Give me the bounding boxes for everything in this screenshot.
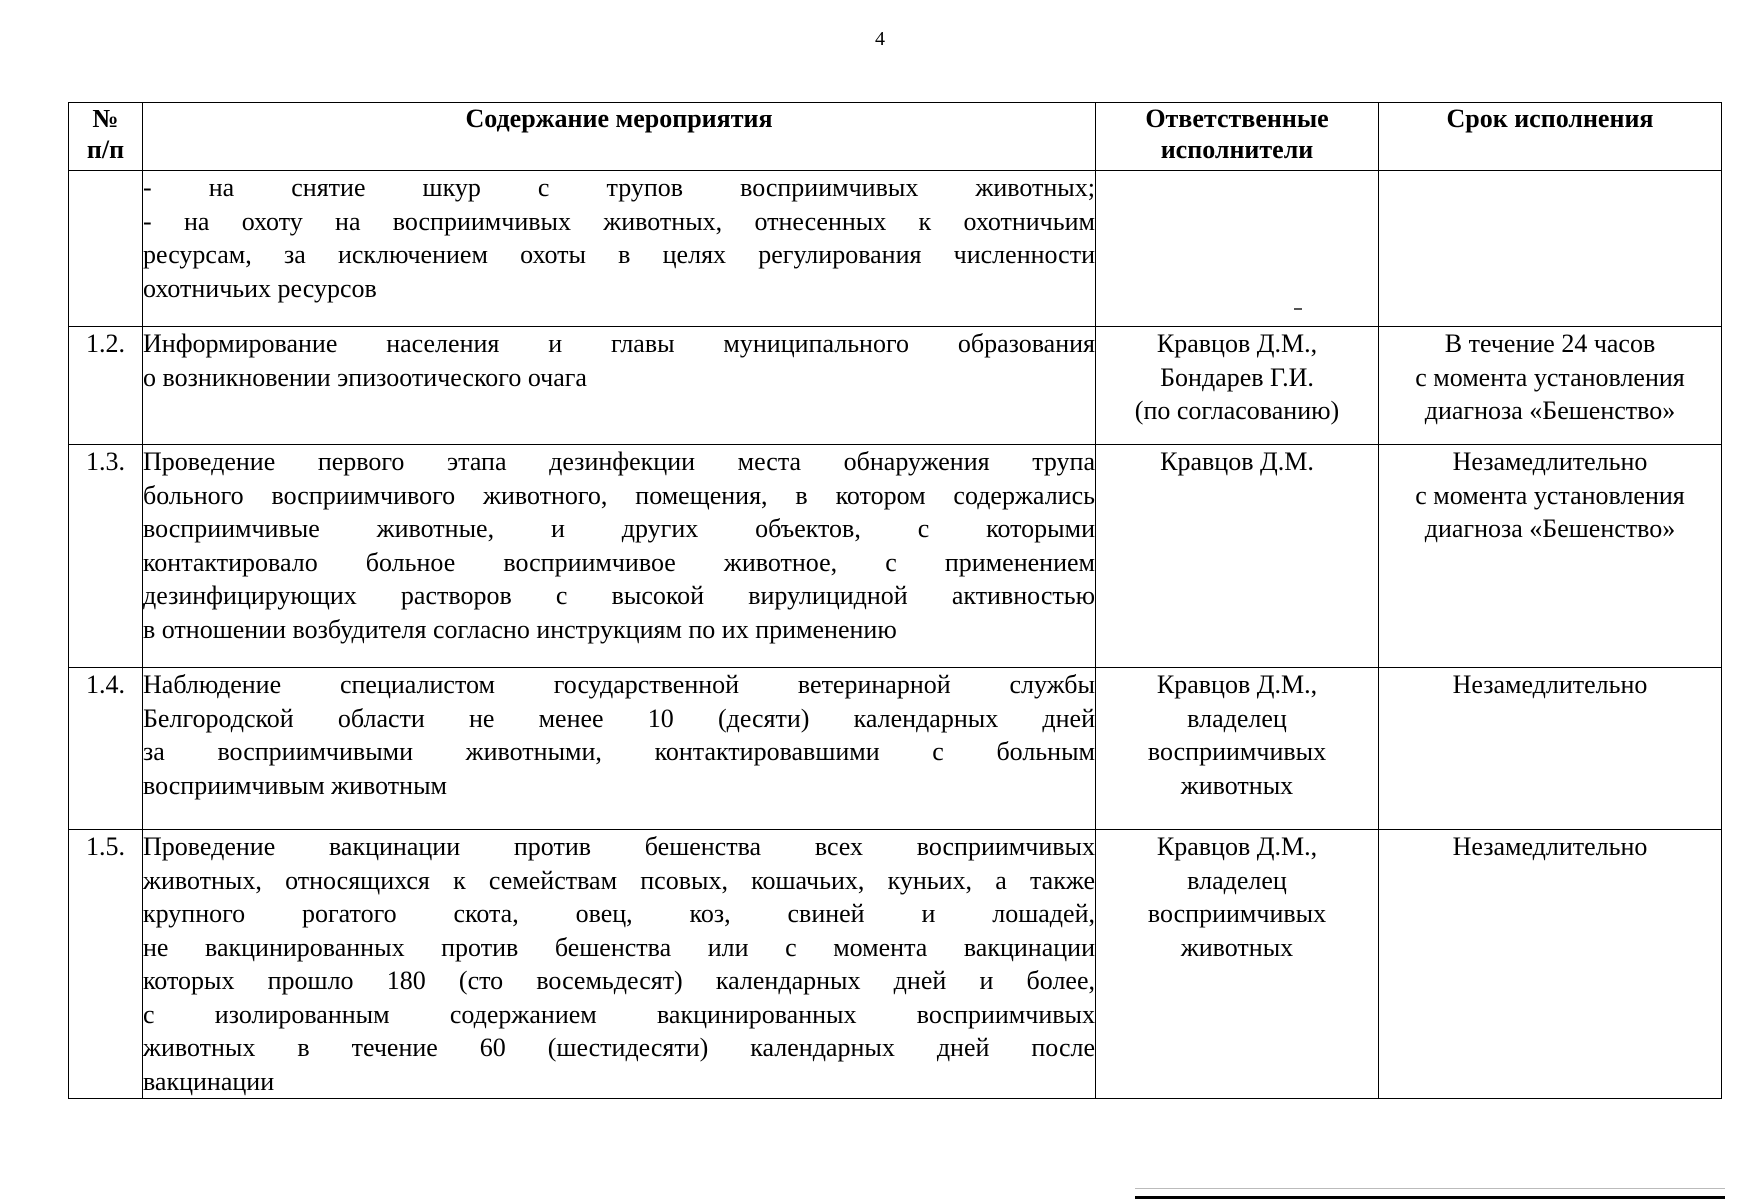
responsible-line: животных — [1180, 770, 1294, 800]
table-row — [69, 327, 1722, 445]
content-line: о возникновении эпизоотического очага — [143, 362, 587, 392]
content-line: животных в течение 60 (шестидесяти) календарных дней после — [143, 1033, 1095, 1062]
footer-rule — [1135, 1196, 1725, 1199]
content-line: которых прошло 180 (сто восемьдесят) календарных дней и более, — [143, 966, 1095, 995]
responsible-line: Кравцов Д.М., — [1156, 329, 1318, 358]
content-line: не вакцинированных против бешенства или с момента вакцинации — [143, 932, 1095, 962]
term-line: В течение 24 часов — [1444, 329, 1656, 358]
term-line: Незамедлительно — [1452, 832, 1648, 861]
content-line: в отношении возбудителя согласно инструкциям по их применению — [143, 614, 897, 644]
table-body — [69, 171, 1722, 1099]
row-term — [1379, 830, 1722, 1099]
row-term — [1379, 668, 1722, 830]
content-line: крупного рогатого скота, овец, коз, свиней и лошадей, — [143, 899, 1095, 928]
row-number: 1.3. — [69, 445, 143, 668]
responsible-line: Кравцов Д.М. — [1160, 447, 1314, 476]
footer-rule-faint — [1135, 1188, 1725, 1189]
row-term — [1379, 327, 1722, 445]
header-number-line: № — [92, 104, 119, 133]
term-line: диагноза «Бешенство» — [1424, 514, 1676, 543]
table-row — [69, 668, 1722, 830]
table-header — [69, 103, 1722, 171]
row-responsible — [1096, 830, 1379, 1099]
content-line: Наблюдение специалистом государственной ветеринарной службы — [143, 670, 1095, 699]
term-line: Незамедлительно — [1452, 447, 1648, 476]
row-number — [69, 171, 143, 327]
content-line: - на охоту на восприимчивых животных, отнесенных к охотничьим — [143, 206, 1095, 236]
responsible-line: владелец — [1187, 703, 1287, 733]
row-responsible — [1096, 445, 1379, 668]
content-line: восприимчивые животные, и других объектов, с которыми — [143, 514, 1095, 543]
content-line: дезинфицирующих растворов с высокой вирулицидной активностью — [143, 581, 1095, 610]
header-number-line: п/п — [86, 135, 125, 164]
responsible-line: (по согласованию) — [1134, 396, 1340, 425]
header-number — [69, 103, 143, 171]
row-term — [1379, 445, 1722, 668]
table-row — [69, 445, 1722, 668]
row-content — [143, 327, 1096, 445]
term-line: диагноза «Бешенство» — [1424, 396, 1676, 425]
header-responsible-line: Ответственные — [1145, 104, 1329, 133]
row-content — [143, 171, 1096, 327]
header-content: Содержание мероприятия — [143, 103, 1096, 171]
content-line: вакцинации — [143, 1066, 275, 1096]
content-line: с изолированным содержанием вакцинированных восприимчивых — [143, 999, 1095, 1029]
content-line: больного восприимчивого животного, помещения, в котором содержались — [143, 480, 1095, 510]
term-line: с момента установления — [1415, 362, 1685, 392]
responsible-line: Кравцов Д.М., — [1156, 832, 1318, 861]
content-line: охотничьих ресурсов — [143, 273, 377, 303]
row-number: 1.4. — [69, 668, 143, 830]
row-term — [1379, 171, 1722, 327]
header-responsible — [1096, 103, 1379, 171]
header-term: Срок исполнения — [1379, 103, 1722, 171]
content-line: Проведение вакцинации против бешенства всех восприимчивых — [143, 832, 1095, 861]
stray-mark — [1294, 308, 1302, 310]
row-content — [143, 830, 1096, 1099]
content-line: животных, относящихся к семействам псовых, кошачьих, куньих, а также — [143, 865, 1095, 895]
row-number: 1.2. — [69, 327, 143, 445]
content-line: Проведение первого этапа дезинфекции места обнаружения трупа — [143, 447, 1095, 476]
term-line: Незамедлительно — [1452, 670, 1648, 699]
content-line: ресурсам, за исключением охоты в целях регулирования численности — [143, 240, 1095, 269]
row-responsible — [1096, 327, 1379, 445]
responsible-line: Кравцов Д.М., — [1156, 670, 1318, 699]
header-responsible-line: исполнители — [1160, 135, 1314, 164]
row-number: 1.5. — [69, 830, 143, 1099]
responsible-line: владелец — [1187, 865, 1287, 895]
responsible-line: восприимчивых — [1147, 899, 1327, 928]
row-content — [143, 445, 1096, 668]
responsible-line: Бондарев Г.И. — [1160, 362, 1314, 392]
content-line: за восприимчивыми животными, контактировавшими с больным — [143, 737, 1095, 766]
page-number: 4 — [875, 28, 885, 50]
content-line: контактировало больное восприимчивое животное, с применением — [143, 547, 1095, 577]
table-row — [69, 171, 1722, 327]
row-content — [143, 668, 1096, 830]
responsible-line: животных — [1180, 932, 1294, 962]
row-responsible — [1096, 668, 1379, 830]
table-row — [69, 830, 1722, 1099]
content-line: восприимчивым животным — [143, 770, 448, 800]
measures-table — [68, 102, 1722, 1099]
responsible-line: восприимчивых — [1147, 737, 1327, 766]
term-line: с момента установления — [1415, 480, 1685, 510]
row-responsible — [1096, 171, 1379, 327]
content-line: Белгородской области не менее 10 (десяти) календарных дней — [143, 703, 1095, 733]
content-line: Информирование населения и главы муниципального образования — [143, 329, 1095, 358]
content-line: - на снятие шкур с трупов восприимчивых животных; — [143, 173, 1095, 202]
